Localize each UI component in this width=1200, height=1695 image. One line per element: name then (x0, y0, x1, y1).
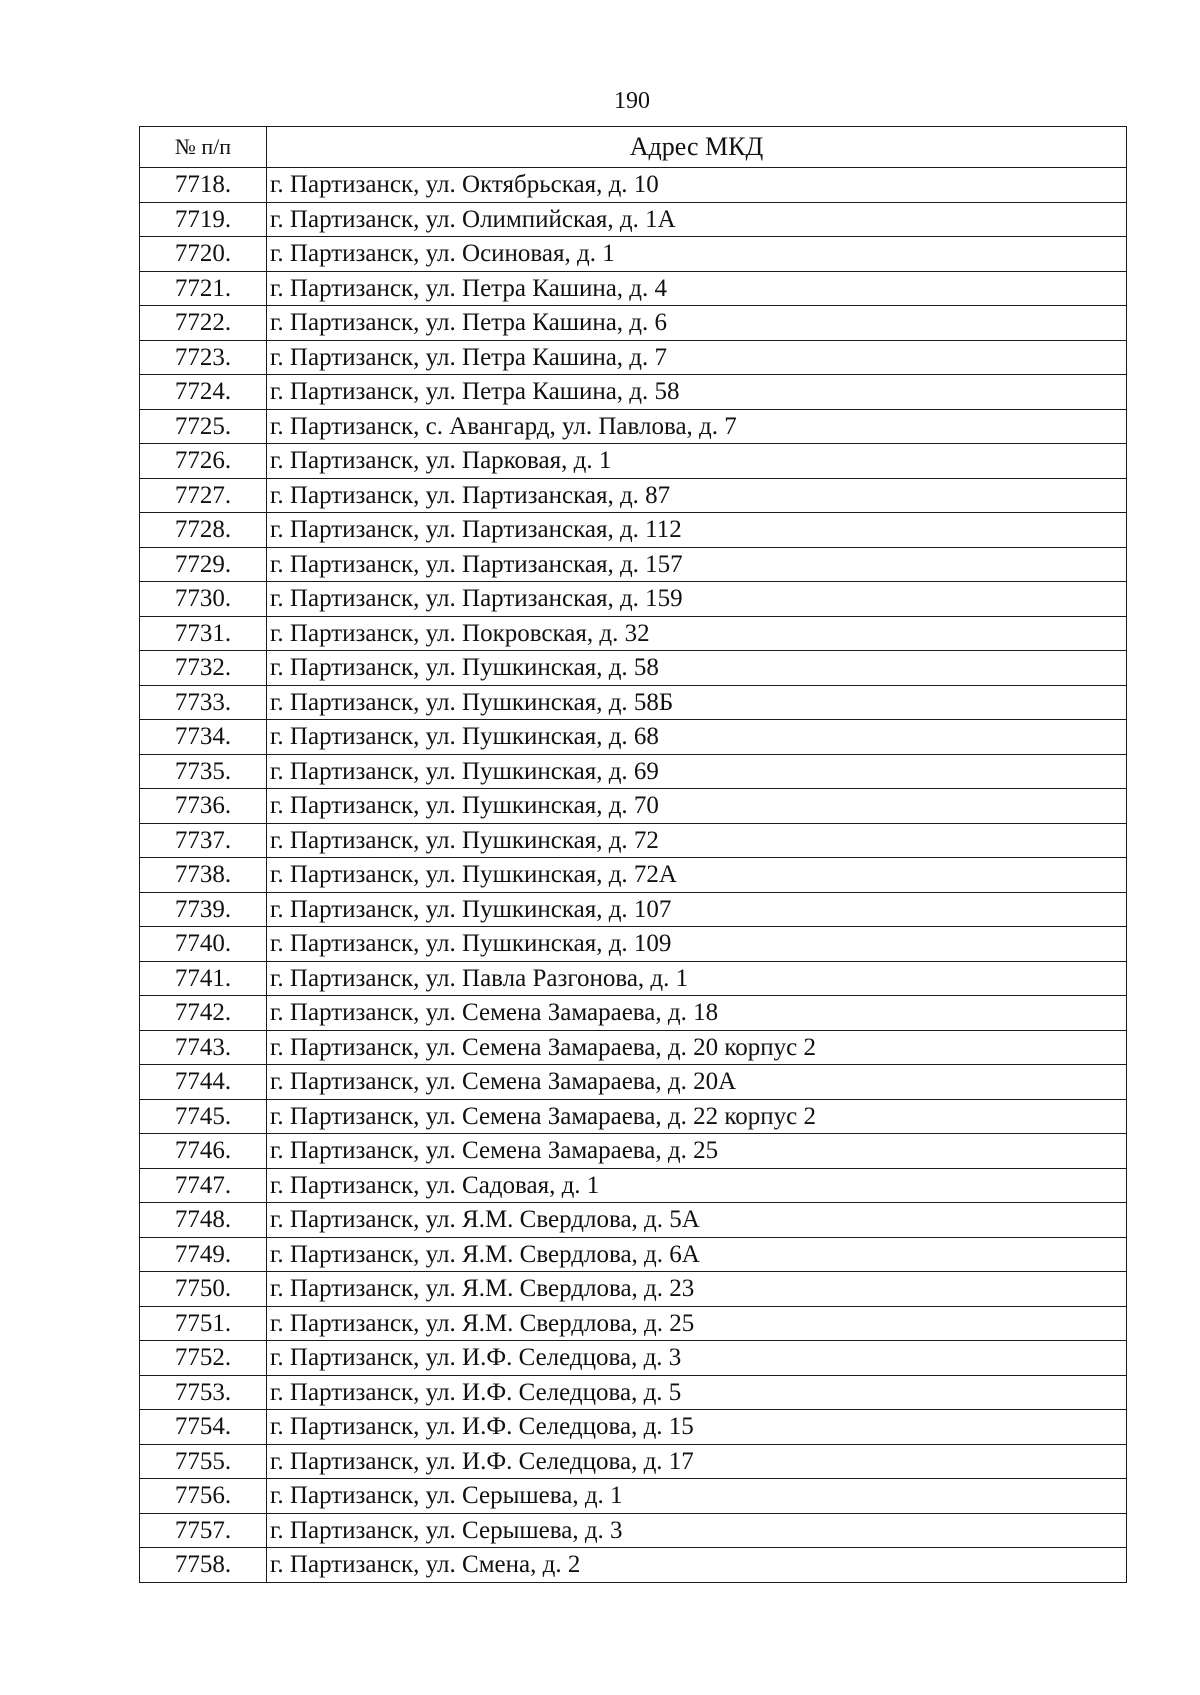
table-row (140, 1306, 1127, 1341)
row-number-cell: 7754. (140, 1410, 267, 1445)
table-row (140, 927, 1127, 962)
table-row (140, 1168, 1127, 1203)
table-row (140, 340, 1127, 375)
address-cell: г. Партизанск, ул. Пушкинская, д. 72А (267, 858, 1127, 893)
row-number-cell: 7745. (140, 1099, 267, 1134)
address-cell: г. Партизанск, ул. Садовая, д. 1 (267, 1168, 1127, 1203)
row-number-cell: 7757. (140, 1513, 267, 1548)
table-row (140, 720, 1127, 755)
address-cell: г. Партизанск, ул. Семена Замараева, д. 20А (267, 1065, 1127, 1100)
address-cell: г. Партизанск, ул. И.Ф. Селедцова, д. 3 (267, 1341, 1127, 1376)
table-row (140, 271, 1127, 306)
row-number-cell: 7725. (140, 409, 267, 444)
table-row (140, 823, 1127, 858)
address-cell: г. Партизанск, ул. И.Ф. Селедцова, д. 15 (267, 1410, 1127, 1445)
table-row (140, 961, 1127, 996)
row-number-cell: 7753. (140, 1375, 267, 1410)
address-cell: г. Партизанск, ул. Семена Замараева, д. 18 (267, 996, 1127, 1031)
row-number-cell: 7755. (140, 1444, 267, 1479)
row-number-cell: 7741. (140, 961, 267, 996)
address-cell: г. Партизанск, ул. Партизанская, д. 157 (267, 547, 1127, 582)
row-number-cell: 7735. (140, 754, 267, 789)
row-number-cell: 7748. (140, 1203, 267, 1238)
table-row (140, 651, 1127, 686)
address-cell: г. Партизанск, ул. Семена Замараева, д. 22 корпус 2 (267, 1099, 1127, 1134)
table-row (140, 1479, 1127, 1514)
row-number-cell: 7729. (140, 547, 267, 582)
table-row (140, 892, 1127, 927)
address-cell: г. Партизанск, ул. Пушкинская, д. 70 (267, 789, 1127, 824)
table-row (140, 375, 1127, 410)
column-header-address: Адрес МКД (267, 127, 1127, 168)
row-number-cell: 7721. (140, 271, 267, 306)
table-row (140, 1203, 1127, 1238)
row-number-cell: 7752. (140, 1341, 267, 1376)
row-number-cell: 7726. (140, 444, 267, 479)
address-cell: г. Партизанск, ул. Смена, д. 2 (267, 1548, 1127, 1583)
row-number-cell: 7758. (140, 1548, 267, 1583)
table-row (140, 1237, 1127, 1272)
row-number-cell: 7746. (140, 1134, 267, 1169)
table-row (140, 237, 1127, 272)
address-cell: г. Партизанск, ул. Пушкинская, д. 109 (267, 927, 1127, 962)
table-row (140, 582, 1127, 617)
row-number-cell: 7720. (140, 237, 267, 272)
table-row (140, 685, 1127, 720)
address-cell: г. Партизанск, ул. Петра Кашина, д. 58 (267, 375, 1127, 410)
address-cell: г. Партизанск, ул. Пушкинская, д. 68 (267, 720, 1127, 755)
row-number-cell: 7722. (140, 306, 267, 341)
row-number-cell: 7739. (140, 892, 267, 927)
table-row (140, 1030, 1127, 1065)
row-number-cell: 7744. (140, 1065, 267, 1100)
row-number-cell: 7718. (140, 168, 267, 203)
row-number-cell: 7750. (140, 1272, 267, 1307)
row-number-cell: 7740. (140, 927, 267, 962)
address-cell: г. Партизанск, ул. Пушкинская, д. 58Б (267, 685, 1127, 720)
column-header-number: № п/п (140, 127, 267, 168)
address-table (139, 126, 1127, 1583)
row-number-cell: 7742. (140, 996, 267, 1031)
address-cell: г. Партизанск, ул. Я.М. Свердлова, д. 5А (267, 1203, 1127, 1238)
row-number-cell: 7730. (140, 582, 267, 617)
table-row (140, 1410, 1127, 1445)
table-row (140, 1272, 1127, 1307)
row-number-cell: 7736. (140, 789, 267, 824)
table-row (140, 1099, 1127, 1134)
address-cell: г. Партизанск, ул. Павла Разгонова, д. 1 (267, 961, 1127, 996)
table-row (140, 444, 1127, 479)
address-cell: г. Партизанск, ул. Парковая, д. 1 (267, 444, 1127, 479)
table-row (140, 1375, 1127, 1410)
table-row (140, 1341, 1127, 1376)
address-cell: г. Партизанск, ул. Партизанская, д. 87 (267, 478, 1127, 513)
address-cell: г. Партизанск, ул. Петра Кашина, д. 6 (267, 306, 1127, 341)
table-row (140, 513, 1127, 548)
address-cell: г. Партизанск, ул. Партизанская, д. 159 (267, 582, 1127, 617)
row-number-cell: 7756. (140, 1479, 267, 1514)
row-number-cell: 7747. (140, 1168, 267, 1203)
address-cell: г. Партизанск, ул. Я.М. Свердлова, д. 23 (267, 1272, 1127, 1307)
address-cell: г. Партизанск, ул. Я.М. Свердлова, д. 6А (267, 1237, 1127, 1272)
table-row (140, 858, 1127, 893)
address-cell: г. Партизанск, ул. Октябрьская, д. 10 (267, 168, 1127, 203)
address-cell: г. Партизанск, ул. И.Ф. Селедцова, д. 5 (267, 1375, 1127, 1410)
row-number-cell: 7731. (140, 616, 267, 651)
row-number-cell: 7719. (140, 202, 267, 237)
row-number-cell: 7737. (140, 823, 267, 858)
row-number-cell: 7727. (140, 478, 267, 513)
address-cell: г. Партизанск, ул. Покровская, д. 32 (267, 616, 1127, 651)
table-row (140, 202, 1127, 237)
row-number-cell: 7743. (140, 1030, 267, 1065)
address-cell: г. Партизанск, ул. И.Ф. Селедцова, д. 17 (267, 1444, 1127, 1479)
table-header-row (140, 127, 1127, 168)
address-cell: г. Партизанск, ул. Пушкинская, д. 58 (267, 651, 1127, 686)
address-cell: г. Партизанск, ул. Петра Кашина, д. 4 (267, 271, 1127, 306)
row-number-cell: 7749. (140, 1237, 267, 1272)
page-number: 190 (614, 88, 650, 114)
table-row (140, 409, 1127, 444)
address-cell: г. Партизанск, ул. Серышева, д. 1 (267, 1479, 1127, 1514)
address-cell: г. Партизанск, ул. Пушкинская, д. 72 (267, 823, 1127, 858)
row-number-cell: 7733. (140, 685, 267, 720)
address-cell: г. Партизанск, с. Авангард, ул. Павлова, д. 7 (267, 409, 1127, 444)
address-cell: г. Партизанск, ул. Осиновая, д. 1 (267, 237, 1127, 272)
table-row (140, 478, 1127, 513)
table-body (140, 168, 1127, 1583)
table-row (140, 168, 1127, 203)
table-row (140, 789, 1127, 824)
table-row (140, 547, 1127, 582)
table-row (140, 1065, 1127, 1100)
table-row (140, 1134, 1127, 1169)
table-row (140, 306, 1127, 341)
address-cell: г. Партизанск, ул. Семена Замараева, д. 25 (267, 1134, 1127, 1169)
table-row (140, 1513, 1127, 1548)
address-cell: г. Партизанск, ул. Серышева, д. 3 (267, 1513, 1127, 1548)
address-cell: г. Партизанск, ул. Пушкинская, д. 69 (267, 754, 1127, 789)
table-row (140, 1444, 1127, 1479)
row-number-cell: 7734. (140, 720, 267, 755)
address-cell: г. Партизанск, ул. Партизанская, д. 112 (267, 513, 1127, 548)
table-row (140, 754, 1127, 789)
row-number-cell: 7732. (140, 651, 267, 686)
table-row (140, 616, 1127, 651)
address-cell: г. Партизанск, ул. Я.М. Свердлова, д. 25 (267, 1306, 1127, 1341)
row-number-cell: 7751. (140, 1306, 267, 1341)
table-row (140, 996, 1127, 1031)
address-cell: г. Партизанск, ул. Олимпийская, д. 1А (267, 202, 1127, 237)
address-cell: г. Партизанск, ул. Семена Замараева, д. 20 корпус 2 (267, 1030, 1127, 1065)
row-number-cell: 7723. (140, 340, 267, 375)
address-cell: г. Партизанск, ул. Пушкинская, д. 107 (267, 892, 1127, 927)
row-number-cell: 7724. (140, 375, 267, 410)
row-number-cell: 7728. (140, 513, 267, 548)
address-cell: г. Партизанск, ул. Петра Кашина, д. 7 (267, 340, 1127, 375)
row-number-cell: 7738. (140, 858, 267, 893)
table-row (140, 1548, 1127, 1583)
